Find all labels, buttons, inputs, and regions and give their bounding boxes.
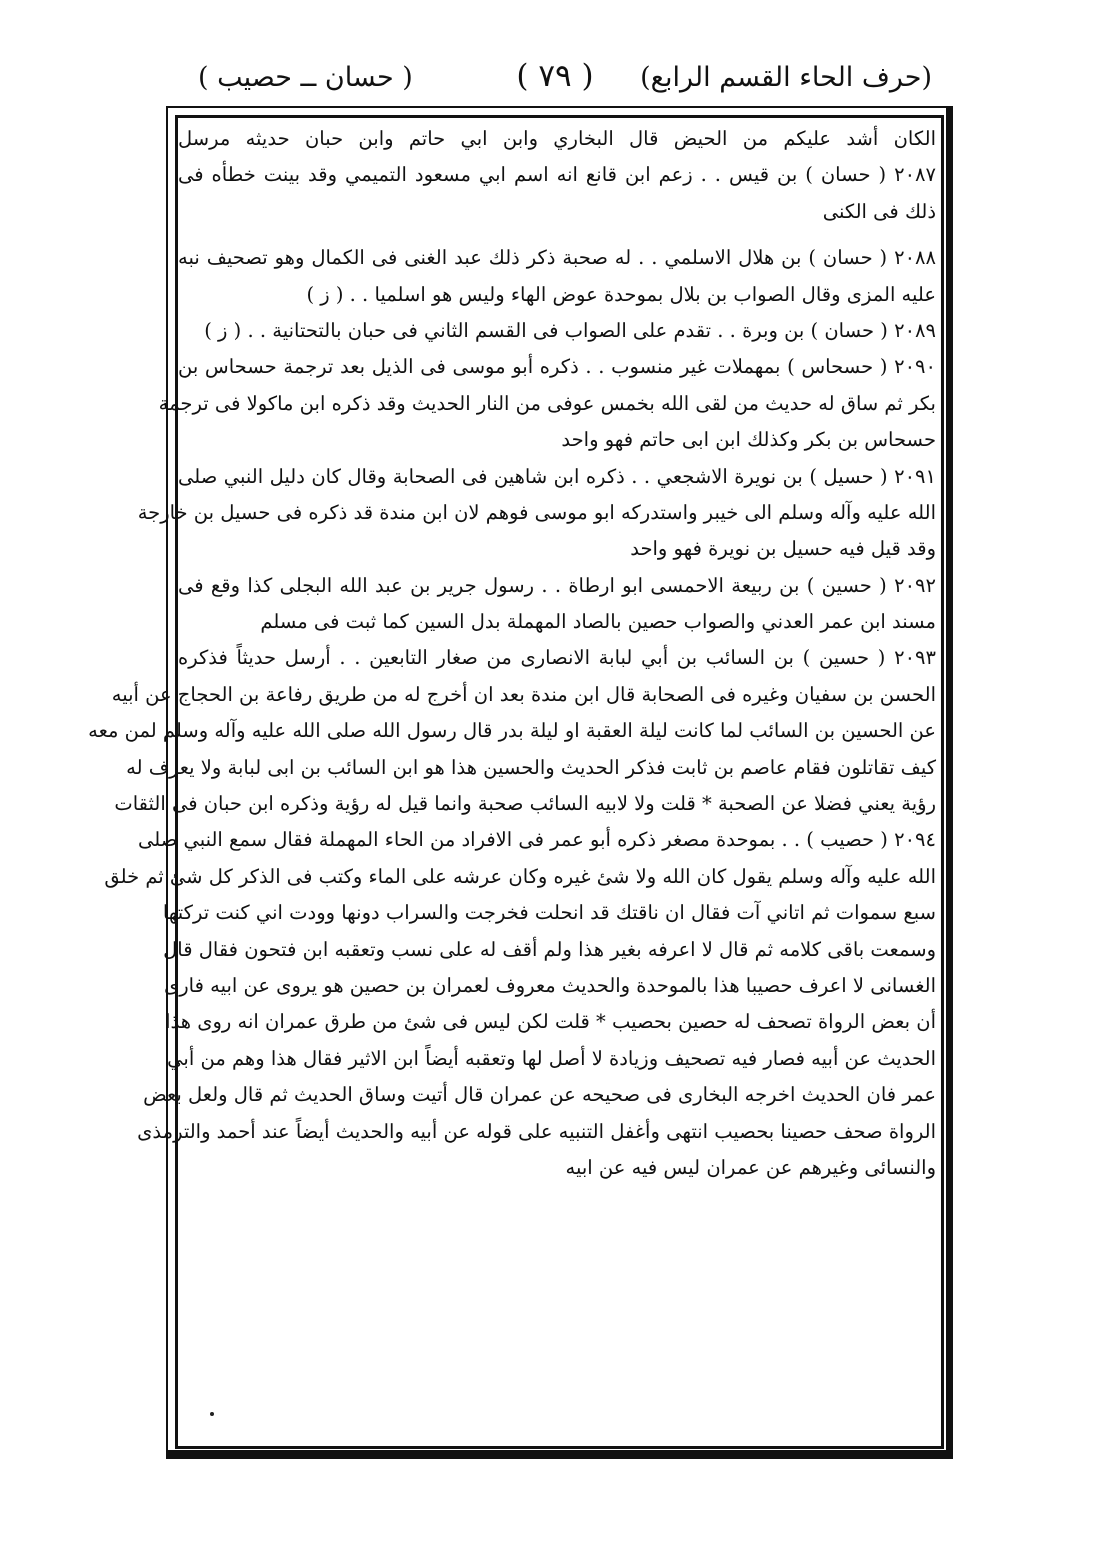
text-line: الله عليه وآله وسلم يقول كان الله ولا شئ غيره وكان عرشه على الماء وكتب فى الذكر كل شئ ثم خلق: [104, 864, 936, 888]
border-bottom-bar: [166, 1450, 953, 1459]
text-line: كيف تقاتلون فقام عاصم بن ثابت فذكر الحديث والحسين هذا هو ابن السائب بن ابى لبابة ولا يعرف له: [126, 755, 936, 779]
text-line: ٢٠٨٧ ( حسان ) بن قيس . . زعم ابن قانع انه اسم ابي مسعود التميمي وقد بينت خطأه فى: [178, 163, 936, 187]
text-line: ذلك فى الكنى: [822, 199, 936, 223]
text-line: الكان أشد عليكم من الحيض قال البخاري وابن ابي حاتم وابن حبان حديثه مرسل: [178, 127, 936, 150]
text-line: أن بعض الرواة تصحف له حصين بحصيب * قلت لكن ليس فى شئ من طرق عمران انه روى هذا: [165, 1010, 936, 1034]
text-line: وقد قيل فيه حسيل بن نويرة فهو واحد: [630, 537, 936, 561]
text-line: بكر ثم ساق له حديث من لقى الله بخمس عوفى من النار الحديث وقد ذكره ابن ماكولا فى ترجمة: [158, 391, 936, 415]
text-line: الرواة صحف حصينا بحصيب انتهى وأغفل التنبيه على قوله عن أبيه والحديث أيضاً عند أحمد والترمذى: [137, 1119, 936, 1143]
text-line: الله عليه وآله وسلم الى خيبر واستدركه ابو موسى فوهم لان ابن مندة قد ذكره فى حسيل بن خارجة: [137, 500, 936, 524]
text-line: والنسائى وغيرهم عن عمران ليس فيه عن ابيه: [565, 1155, 936, 1179]
page-header: [150, 58, 960, 102]
border-right-bar: [946, 106, 953, 1459]
text-line: ٢٠٩٣ ( حسين ) بن السائب بن أبي لبابة الانصارى من صغار التابعين . . أرسل حديثاً فذكره: [178, 646, 936, 670]
page-number: ( ٧٩ ): [516, 58, 594, 94]
text-line: ٢٠٩٢ ( حسين ) بن ربيعة الاحمسى ابو ارطاة . . رسول جرير بن عبد الله البجلى كذا وقع فى: [178, 573, 936, 597]
text-line: الحديث عن أبيه فصار فيه تصحيف وزيادة لا أصل لها وتعقبه أيضاً ابن الاثير فقال هذا وهم من أبي: [167, 1046, 936, 1070]
text-line: ٢٠٨٩ ( حسان ) بن وبرة . . تقدم على الصواب فى القسم الثاني فى حبان بالتحتانية . . ( ز ): [204, 318, 936, 342]
body-text: [88, 121, 936, 1186]
text-line: ٢٠٩١ ( حسيل ) بن نويرة الاشجعي . . ذكره ابن شاهين فى الصحابة وقال كان دليل النبي صلى: [178, 464, 936, 488]
text-line: ٢٠٩٠ ( حسحاس ) بمهملات غير منسوب . . ذكره أبو موسى فى الذيل بعد ترجمة حسحاس بن: [178, 355, 936, 379]
text-line: ٢٠٨٨ ( حسان ) بن هلال الاسلمي . . له صحبة ذكر ذلك عبد الغنى فى الكمال وهو تصحيف نبه: [178, 246, 936, 270]
text-line: عن الحسين بن السائب لما كانت ليلة العقبة او ليلة بدر قال رسول الله صلى الله عليه وآله وسلم لمن معه: [88, 719, 936, 743]
text-line: الغسانى لا اعرف حصيبا هذا بالموحدة والحديث معروف لعمران بن حصين هو يروى عن ابيه فارى: [163, 973, 936, 997]
text-line: ٢٠٩٤ ( حصيب ) . . بموحدة مصغر ذكره أبو عمر فى الافراد من الحاء المهملة فقال سمع النبي صلى: [138, 828, 936, 852]
text-line: سبع سموات ثم اتاني آت فقال ان ناقتك قد انحلت فخرجت والسراب دونها وودت اني كنت تركتها: [162, 901, 936, 925]
chapter-title: (حرف الحاء القسم الرابع): [640, 62, 932, 93]
text-line: رؤية يعني فضلا عن الصحبة * قلت ولا لابيه السائب صحبة وانما قيل له رؤية وذكره ابن حبان فى الثقات: [114, 792, 936, 816]
text-line: عمر فان الحديث اخرجه البخارى فى صحيحه عن عمران قال أتيت وساق الحديث ثم قال ولعل بعض: [143, 1083, 936, 1107]
ink-dot: [210, 1412, 214, 1416]
text-line: وسمعت باقى كلامه ثم قال لا اعرفه بغير هذا ولم أقف له على نسب وتعقبه ابن فتحون فقال قال: [163, 937, 936, 961]
text-line: عليه المزى وقال الصواب بن بلال بموحدة عوض الهاء وليس هو اسلميا . . ( ز ): [306, 282, 936, 306]
text-line: حسحاس بن بكر وكذلك ابن ابى حاتم فهو واحد: [561, 428, 936, 452]
text-line: مسند ابن عمر العدني والصواب حصين بالصاد المهملة بدل السين كما ثبت فى مسلم: [260, 610, 936, 634]
text-line: الحسن بن سفيان وغيره فى الصحابة قال ابن مندة بعد ان أخرج له من طريق رفاعة بن الحجاج عن أبيه: [111, 682, 936, 706]
entry-range-title: ( حسان ــ حصيب ): [198, 62, 413, 93]
